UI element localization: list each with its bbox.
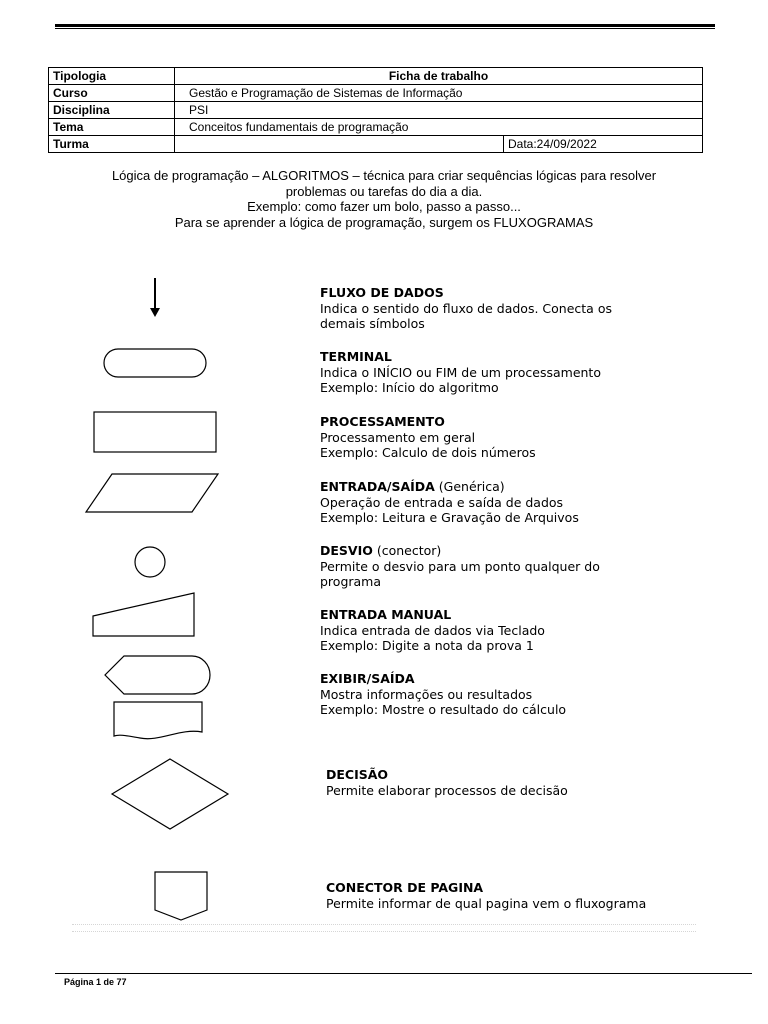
- symbol-title: CONECTOR DE PAGINA: [326, 880, 484, 895]
- symbol-title: FLUXO DE DADOS: [320, 285, 444, 300]
- process-rectangle-icon: [92, 410, 218, 454]
- symbol-entry: [320, 414, 536, 461]
- disciplina-value: PSI: [175, 102, 703, 119]
- footer-rule: [55, 973, 752, 974]
- intro-line: problemas ou tarefas do dia a dia.: [285, 183, 483, 199]
- symbol-entry: [320, 671, 566, 718]
- symbol-desc: Exemplo: Digite a nota da prova 1: [320, 638, 534, 653]
- symbol-entry: [320, 543, 600, 590]
- symbol-desc: Indica o INÍCIO ou FIM de um processamento: [320, 364, 601, 380]
- table-row: [49, 136, 703, 153]
- page-connector-icon: [152, 870, 210, 922]
- symbol-desc: programa: [320, 574, 382, 589]
- symbol-entry: [320, 607, 545, 654]
- symbol-entry: [326, 767, 568, 798]
- symbol-title: ENTRADA MANUAL: [320, 607, 452, 622]
- curso-label: Curso: [49, 85, 175, 102]
- symbol-desc: Permite elaborar processos de decisão: [326, 782, 568, 798]
- decision-diamond-icon: [110, 757, 230, 831]
- symbol-title-extra: (conector): [372, 543, 442, 558]
- table-row: [49, 85, 703, 102]
- table-row: [49, 68, 703, 85]
- tipologia-label: Tipologia: [49, 68, 175, 85]
- intro-line: Para se aprender a lógica de programação, surgem os FLUXOGRAMAS: [174, 214, 594, 230]
- connector-circle-icon: [132, 544, 168, 580]
- symbol-entry: [320, 479, 579, 526]
- symbol-title-extra: (Genérica): [434, 479, 505, 494]
- table-row: [49, 119, 703, 136]
- intro-line: Exemplo: como fazer um bolo, passo a passo...: [247, 199, 521, 214]
- symbol-title: PROCESSAMENTO: [320, 414, 445, 429]
- parallelogram-icon: [84, 472, 220, 514]
- symbol-desc: Permite o desvio para um ponto qualquer do: [320, 558, 600, 574]
- display-shape-icon: [102, 654, 212, 696]
- intro-line: Lógica de programação – ALGORITMOS – técnica para criar sequências lógicas para resolver: [111, 168, 657, 183]
- symbol-entry: [320, 349, 601, 396]
- symbol-desc: Indica entrada de dados via Teclado: [320, 622, 545, 638]
- symbol-desc: Processamento em geral: [320, 429, 476, 445]
- document-shape-icon: [110, 698, 206, 742]
- data-value: Data:24/09/2022: [504, 136, 703, 153]
- symbol-title: ENTRADA/SAÍDA: [320, 479, 435, 494]
- symbol-desc: Operação de entrada e saída de dados: [320, 494, 564, 510]
- tema-label: Tema: [49, 119, 175, 136]
- turma-value: [175, 136, 504, 153]
- symbol-title: EXIBIR/SAÍDA: [320, 671, 415, 686]
- symbol-title: TERMINAL: [320, 349, 392, 364]
- terminal-shape-icon: [102, 347, 208, 379]
- tema-value: Conceitos fundamentais de programação: [175, 119, 703, 136]
- tipologia-value: Ficha de trabalho: [175, 68, 703, 85]
- arrow-down-icon: [140, 276, 170, 320]
- symbol-desc: Exemplo: Início do algoritmo: [320, 380, 499, 395]
- top-rule: [55, 24, 715, 29]
- symbol-desc: Exemplo: Mostre o resultado do cálculo: [320, 702, 567, 717]
- symbol-title: DESVIO: [320, 543, 373, 558]
- symbol-entry: [320, 285, 612, 332]
- symbol-desc: Indica o sentido do fluxo de dados. Conecta os: [320, 300, 612, 316]
- header-table: [48, 67, 703, 153]
- symbol-desc: Exemplo: Leitura e Gravação de Arquivos: [320, 510, 579, 525]
- manual-input-icon: [90, 590, 198, 638]
- curso-value: Gestão e Programação de Sistemas de Informação: [175, 85, 703, 102]
- table-row: [49, 102, 703, 119]
- dotted-divider: [72, 924, 696, 932]
- turma-label: Turma: [49, 136, 175, 153]
- symbol-title: DECISÃO: [326, 767, 389, 782]
- intro-text: [60, 168, 708, 230]
- symbol-desc: Permite informar de qual pagina vem o fluxograma: [326, 895, 647, 911]
- symbol-desc: Exemplo: Calculo de dois números: [320, 445, 536, 460]
- symbol-entry: [326, 880, 646, 911]
- disciplina-label: Disciplina: [49, 102, 175, 119]
- symbol-desc: demais símbolos: [320, 316, 425, 331]
- symbol-desc: Mostra informações ou resultados: [320, 686, 533, 702]
- page-number: Página 1 de 77: [64, 977, 127, 987]
